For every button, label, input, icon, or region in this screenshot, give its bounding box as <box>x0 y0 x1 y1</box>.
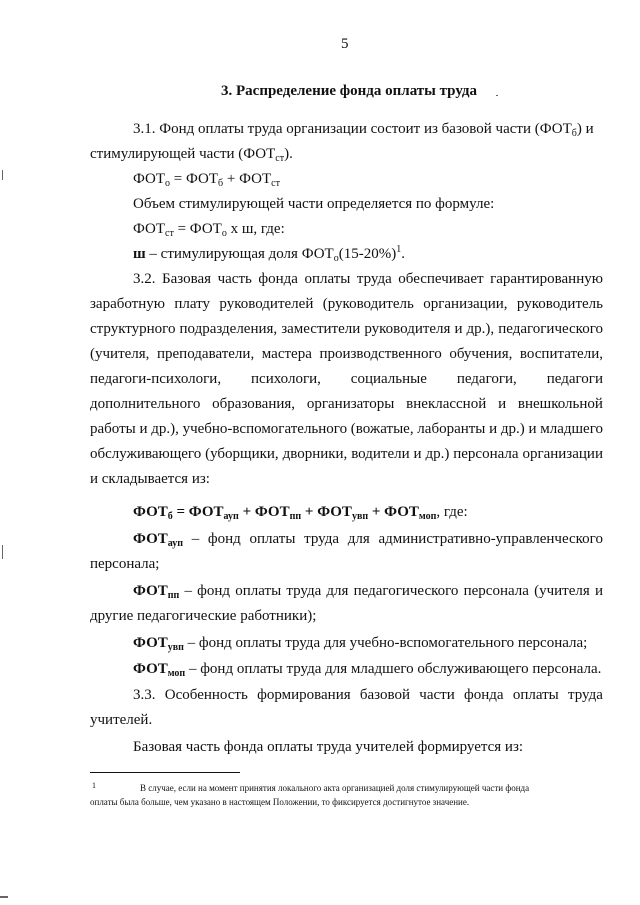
paragraph-3-2-line-4: (учителя, преподаватели, мастера производственного обучения, воспитатели, <box>90 346 603 362</box>
volume-text: Объем стимулирующей части определяется по формуле: <box>133 196 495 212</box>
definition-aup-line-1: $ФОТ_{ауп}$ – фонд оплаты труда для административно-управленческого <box>133 531 603 549</box>
paragraph-3-1-line-1: 3.1. Фонд оплаты труда организации состоит из базовой части $(ФОТ_б)$ и <box>133 121 594 139</box>
paragraph-3-2-line-6: дополнительного образования, организаторы внеклассной и внешкольной <box>90 396 603 412</box>
section-title: 3. Распределение фонда оплаты труда <box>221 83 477 99</box>
footnote-line-1: В случае, если на момент принятия локального акта организацией доля стимулирующей части фонда <box>140 783 530 793</box>
paragraph-3-2-line-7: работы и др.), учебно-вспомогательного (вожатые, лаборанты и др.) и младшего <box>90 421 603 437</box>
scan-speck <box>2 545 3 559</box>
footnote-line-2: оплаты была больше, чем указано в настоящем Положении, то фиксируется достигнутое значение. <box>90 797 470 807</box>
footnote-ref: 1 <box>396 244 402 255</box>
paragraph-3-3-line-1: 3.3. Особенность формирования базовой части фонда оплаты труда <box>133 687 603 703</box>
formula-fot-total: $ФОТ_о = ФОТ_б + ФОТ_{ст}$ <box>133 171 280 189</box>
formula-stim-share: ш – стимулирующая доля $ФОТ_о(15-20\%)^1$. <box>133 244 405 264</box>
paragraph-3-2-line-9: и складывается из: <box>90 471 210 487</box>
definition-pp-line-1: $ФОТ_{пп}$ – фонд оплаты труда для педагогического персонала (учителя и <box>133 583 603 601</box>
paragraph-3-1-line-2: стимулирующей части $(ФОТ_{ст})$. <box>90 146 293 164</box>
scan-speck <box>2 170 3 180</box>
definition-mop: $ФОТ_{моп}$ – фонд оплаты труда для младшего обслуживающего персонала. <box>133 661 602 679</box>
paragraph-3-2-line-3: структурного подразделения, заместители руководителя и др.), педагогического <box>90 321 603 337</box>
formula-fot-base: $ФОТ_б = ФОТ_{ауп} + ФОТ_{пп} + ФОТ_{увп} + ФОТ_{моп}$, где: <box>133 504 468 522</box>
base-teachers-text: Базовая часть фонда оплаты труда учителей формируется из: <box>133 739 524 755</box>
formula-fot-stim: $ФОТ_{ст} = ФОТ_о$ х ш, где: <box>133 221 285 239</box>
definition-pp-line-2: другие педагогические работники); <box>90 608 317 624</box>
footnote-separator <box>90 772 240 773</box>
paragraph-3-2-line-1: 3.2. Базовая часть фонда оплаты труда обеспечивает гарантированную <box>133 271 603 287</box>
paragraph-3-2-line-8: обслуживающего (уборщики, дворники, водители и др.) персонала организации <box>90 446 603 462</box>
definition-aup-line-2: персонала; <box>90 556 160 572</box>
paragraph-3-3-line-2: учителей. <box>90 712 153 728</box>
paragraph-3-2-line-2: заработную плату руководителей (руководитель организации, руководитель <box>90 296 603 312</box>
definition-uvp: $ФОТ_{увп}$ – фонд оплаты труда для учебно-вспомогательного персонала; <box>133 635 588 653</box>
paragraph-3-2-line-5: педагоги-психологи, психологи, социальные педагоги, педагоги <box>90 371 603 387</box>
page-number: 5 <box>341 36 349 52</box>
scan-speck <box>0 896 8 898</box>
scan-speck <box>496 95 498 96</box>
footnote-mark: 1 <box>92 781 96 790</box>
